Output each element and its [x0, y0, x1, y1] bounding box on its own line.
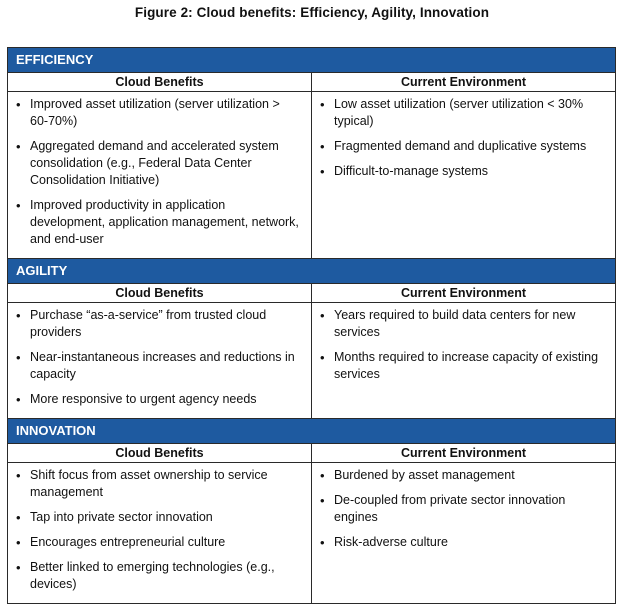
list-item: • Burdened by asset management: [318, 467, 605, 484]
section-body-innovation: [8, 463, 615, 603]
list-item: • Difficult-to-manage systems: [318, 163, 605, 180]
section-header-agility: AGILITY: [8, 259, 615, 284]
section-body-efficiency: [8, 92, 615, 259]
section-header-innovation: INNOVATION: [8, 419, 615, 444]
list-item: • Shift focus from asset ownership to service management: [14, 467, 301, 501]
section-header-efficiency: EFFICIENCY: [8, 48, 615, 73]
list-item: • Aggregated demand and accelerated system consolidation (e.g., Federal Data Center Consolidation Initiative): [14, 138, 301, 189]
cloud-benefits-list: [8, 463, 311, 603]
current-environment-list: [312, 92, 615, 190]
benefits-table: [7, 47, 616, 604]
col-header-current-environment: Current Environment: [400, 446, 526, 460]
current-environment-list: [312, 303, 615, 393]
list-item: • Low asset utilization (server utilization < 30% typical): [318, 96, 605, 130]
col-header-current-environment: Current Environment: [400, 75, 526, 89]
list-item: • Months required to increase capacity of existing services: [318, 349, 605, 383]
column-headers: [8, 284, 615, 303]
current-environment-cell: [312, 303, 615, 418]
figure-title: Figure 2: Cloud benefits: Efficiency, Agility, Innovation: [134, 5, 490, 20]
column-headers: [8, 73, 615, 92]
list-item: • Years required to build data centers for new services: [318, 307, 605, 341]
cloud-benefits-list: [8, 303, 311, 418]
section-body-agility: [8, 303, 615, 419]
column-headers: [8, 444, 615, 463]
current-environment-cell: [312, 463, 615, 603]
list-item: • Risk-adverse culture: [318, 534, 605, 551]
cloud-benefits-list: [8, 92, 311, 258]
col-header-cloud-benefits: Cloud Benefits: [8, 73, 312, 91]
current-environment-list: [312, 463, 615, 561]
col-header-cloud-benefits: Cloud Benefits: [8, 444, 312, 462]
cloud-benefits-cell: [8, 303, 312, 418]
list-item: • Encourages entrepreneurial culture: [14, 534, 301, 551]
col-header-current-environment: Current Environment: [400, 286, 526, 300]
list-item: • Tap into private sector innovation: [14, 509, 301, 526]
list-item: • More responsive to urgent agency needs: [14, 391, 301, 408]
col-header-cloud-benefits: Cloud Benefits: [8, 284, 312, 302]
list-item: • De-coupled from private sector innovation engines: [318, 492, 605, 526]
list-item: • Improved productivity in application development, application management, network, and end-user: [14, 197, 301, 248]
list-item: • Better linked to emerging technologies (e.g., devices): [14, 559, 301, 593]
list-item: • Near-instantaneous increases and reductions in capacity: [14, 349, 301, 383]
cloud-benefits-cell: [8, 463, 312, 603]
current-environment-cell: [312, 92, 615, 258]
list-item: • Fragmented demand and duplicative systems: [318, 138, 605, 155]
list-item: • Purchase “as-a-service” from trusted cloud providers: [14, 307, 301, 341]
list-item: • Improved asset utilization (server utilization > 60-70%): [14, 96, 301, 130]
cloud-benefits-cell: [8, 92, 312, 258]
